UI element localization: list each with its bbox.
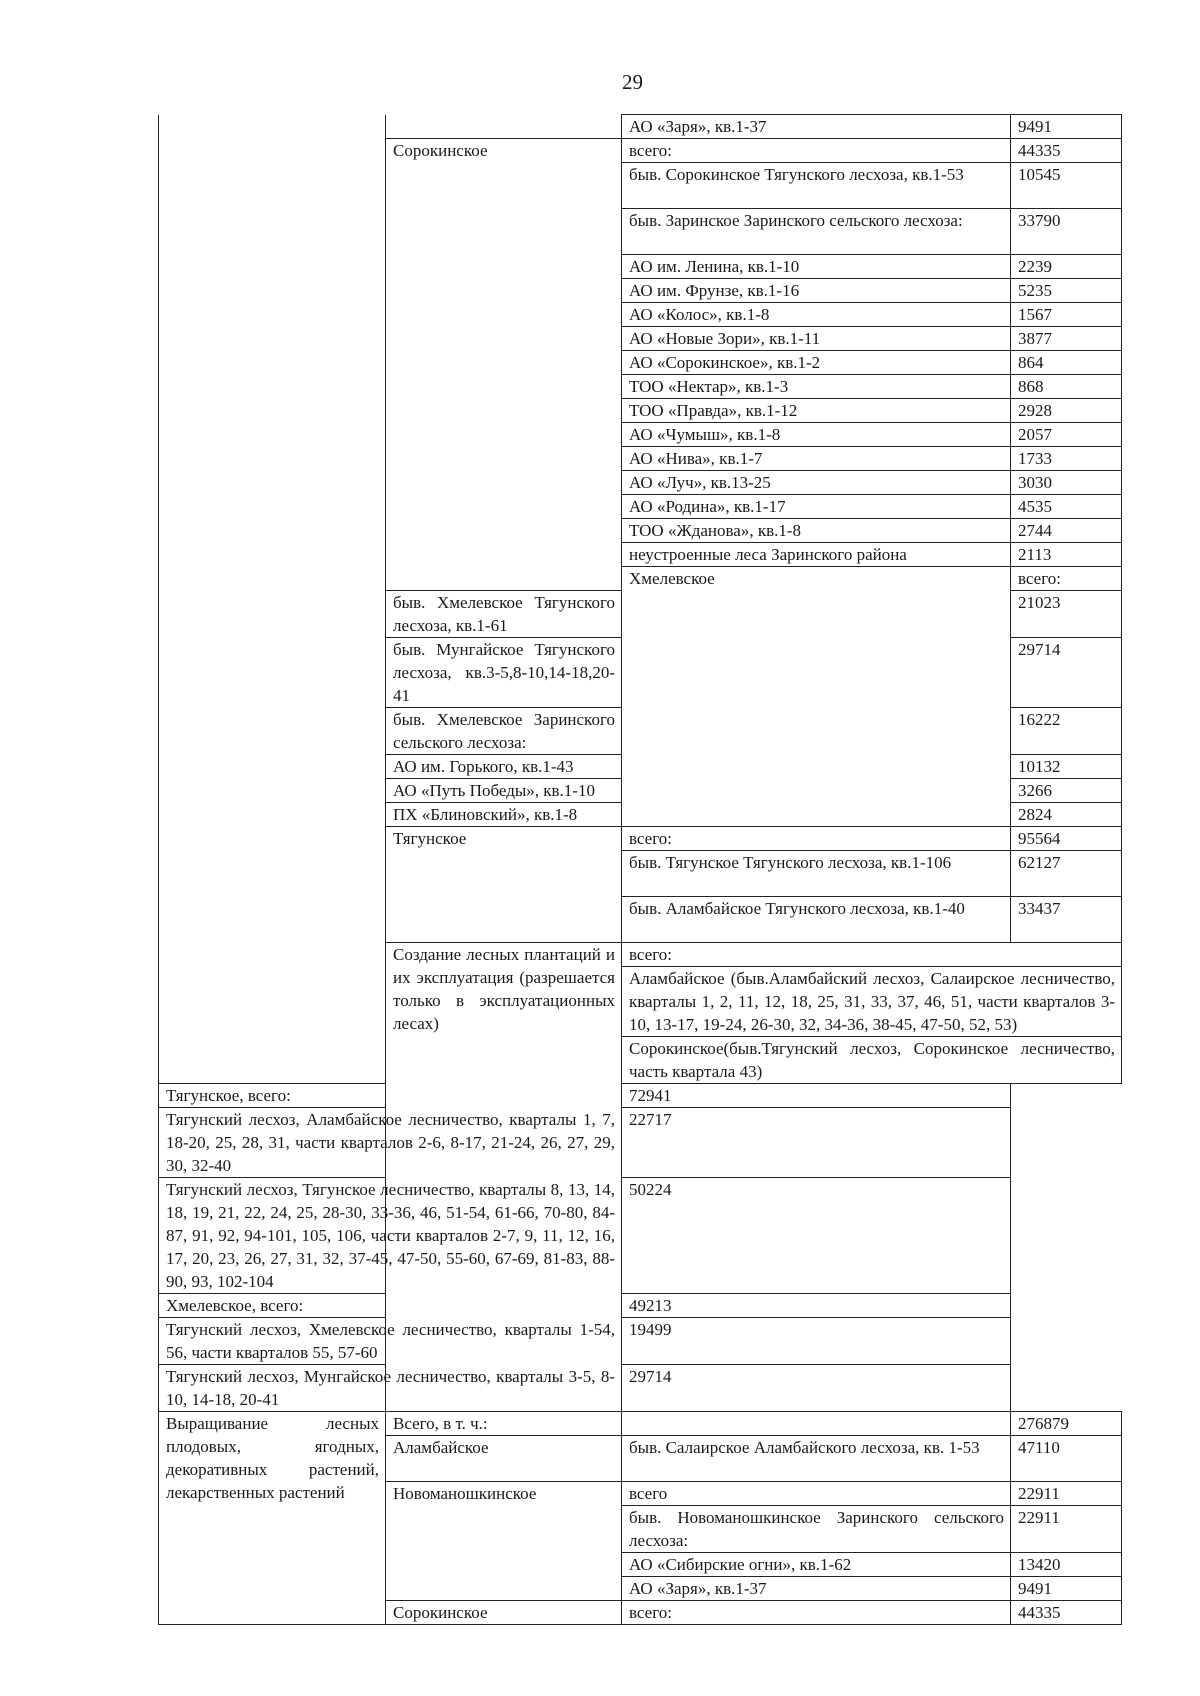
row-label: Хмелевское, всего: [159,1294,622,1318]
row-label: Сорокинское(быв.Тягунский лесхоз, Сорокинское лесничество, часть квартала 43) [622,1037,1122,1084]
row-label: Тягунский лесхоз, Хмелевское лесничество, кварталы 1-54, 56, части кварталов 55, 57-60 [159,1318,622,1365]
row-value: 44335 [1011,139,1122,163]
forest-use-table [158,114,1122,1625]
table-row [159,1318,1122,1365]
row-value: 10132 [1011,755,1122,779]
row-label: АО «Сибирские огни», кв.1-62 [622,1553,1011,1577]
row-value: 22911 [1011,1506,1122,1553]
subdivision-cell: Сорокинское [386,139,622,591]
row-label: Тягунский лесхоз, Тягунское лесничество, кварталы 8, 13, 14, 18, 19, 21, 22, 24, 25, 28-30, 33-36, 46, 51-54, 61-66, 70-80, 84-87, 91, 92, 94-101, 105, 106, части кварталов 2-7, 9, 11, 12, 16, 17, 20, 23, 26, 27, 31, 32, 37-45, 47-50, 55-60, 67-69, 81-83, 88-90, 93, 102-104 [159,1178,622,1294]
row-value: 3030 [1011,471,1122,495]
row-value: 22911 [1011,1482,1122,1506]
row-value: 9491 [1011,1577,1122,1601]
row-label: всего: [622,827,1011,851]
table-row [159,115,1122,139]
row-value: 49213 [622,1294,1011,1318]
row-label: АО «Заря», кв.1-37 [622,115,1011,139]
row-label: быв. Аламбайское Тягунского лесхоза, кв.1-40 [622,897,1011,943]
row-label: ТОО «Жданова», кв.1-8 [622,519,1011,543]
row-value: 62127 [1011,851,1122,897]
row-label: всего: [1011,567,1122,591]
row-label: АО «Сорокинское», кв.1-2 [622,351,1011,375]
row-value: 2928 [1011,399,1122,423]
subdivision-cell: Сорокинское [386,1601,622,1625]
row-label: Тягунский лесхоз, Аламбайское лесничество, кварталы 1, 7, 18-20, 25, 28, 31, части кварталов 2-6, 8-17, 21-24, 26, 27, 29, 30, 32-40 [159,1108,622,1178]
row-label: АО «Путь Победы», кв.1-10 [386,779,622,803]
row-label: АО им. Горького, кв.1-43 [386,755,622,779]
row-label [622,1412,1011,1436]
subdivision-cell: Всего, в т. ч.: [386,1412,622,1436]
table-row [159,1365,1122,1412]
purpose-cell: Выращивание лесных плодовых, ягодных, декоративных растений, лекарственных растений [159,1412,386,1625]
row-value: 864 [1011,351,1122,375]
row-value: 19499 [622,1318,1011,1365]
row-value: 47110 [1011,1436,1122,1482]
subdivision-cell: Тягунское [386,827,622,943]
row-label: быв. Мунгайское Тягунского лесхоза, кв.3-5,8-10,14-18,20-41 [386,638,622,708]
row-label: Тягунское, всего: [159,1084,622,1108]
row-label: АО «Чумыш», кв.1-8 [622,423,1011,447]
row-value: 2744 [1011,519,1122,543]
subdivision-cell: Хмелевское [622,567,1011,827]
row-value: 29714 [622,1365,1011,1412]
row-label: быв. Хмелевское Тягунского лесхоза, кв.1-61 [386,591,622,638]
row-value: 868 [1011,375,1122,399]
purpose-cell: Создание лесных плантаций и их эксплуатация (разрешается только в эксплуатационных лесах) [386,943,622,1412]
row-value: 50224 [622,1178,1011,1294]
row-label: ТОО «Правда», кв.1-12 [622,399,1011,423]
subdivision-cell: Аламбайское [386,1436,622,1482]
row-value: 4535 [1011,495,1122,519]
row-label: быв. Тягунское Тягунского лесхоза, кв.1-106 [622,851,1011,897]
row-value: 2057 [1011,423,1122,447]
row-label: ТОО «Нектар», кв.1-3 [622,375,1011,399]
row-value: 16222 [1011,708,1122,755]
table-row [159,1178,1122,1294]
row-label: АО «Новые Зори», кв.1-11 [622,327,1011,351]
row-value: 72941 [622,1084,1011,1108]
row-value: 95564 [1011,827,1122,851]
row-label: быв. Хмелевское Заринского сельского лесхоза: [386,708,622,755]
row-value: 29714 [1011,638,1122,708]
row-value: 1733 [1011,447,1122,471]
row-label: АО «Луч», кв.13-25 [622,471,1011,495]
row-label: быв. Салаирское Аламбайского лесхоза, кв. 1-53 [622,1436,1011,1482]
subdivision-cell: Новоманошкинское [386,1482,622,1601]
row-label: быв. Новоманошкинское Заринского сельского лесхоза: [622,1506,1011,1553]
row-label: быв. Сорокинское Тягунского лесхоза, кв.1-53 [622,163,1011,209]
row-value: 276879 [1011,1412,1122,1436]
row-value: 10545 [1011,163,1122,209]
row-label: быв. Заринское Заринского сельского лесхоза: [622,209,1011,255]
table-row [159,1108,1122,1178]
row-label: всего [622,1482,1011,1506]
table-row [159,1412,1122,1436]
row-value: 2113 [1011,543,1122,567]
row-value: 33437 [1011,897,1122,943]
row-label: всего: [622,1601,1011,1625]
row-value: 33790 [1011,209,1122,255]
row-label: АО им. Ленина, кв.1-10 [622,255,1011,279]
row-value: 22717 [622,1108,1011,1178]
row-value: 44335 [1011,1601,1122,1625]
row-label: всего: [622,139,1011,163]
row-label: АО «Колос», кв.1-8 [622,303,1011,327]
page-number: 29 [622,70,643,94]
row-label: АО «Родина», кв.1-17 [622,495,1011,519]
table-row [159,1084,1122,1108]
row-label: АО им. Фрунзе, кв.1-16 [622,279,1011,303]
row-label: Аламбайское (быв.Аламбайский лесхоз, Салаирское лесничество, кварталы 1, 2, 11, 12, 18, 25, 31, 33, 37, 46, 51, части кварталов 3-10, 13-17, 19-24, 26-30, 32, 34-36, 38-45, 47-50, 52, 53) [622,967,1122,1037]
row-value: 2239 [1011,255,1122,279]
row-value: 1567 [1011,303,1122,327]
purpose-cell [159,115,386,1084]
row-label: неустроенные леса Заринского района [622,543,1011,567]
row-value: 9491 [1011,115,1122,139]
row-value: 5235 [1011,279,1122,303]
row-value: 2824 [1011,803,1122,827]
row-value: 3266 [1011,779,1122,803]
row-value: 13420 [1011,1553,1122,1577]
subdivision-cell [386,115,622,139]
row-label: Тягунский лесхоз, Мунгайское лесничество, кварталы 3-5, 8-10, 14-18, 20-41 [159,1365,622,1412]
row-label: АО «Заря», кв.1-37 [622,1577,1011,1601]
table-row [159,1294,1122,1318]
row-value: 21023 [1011,591,1122,638]
row-label: всего: [622,943,1122,967]
row-label: ПХ «Блиновский», кв.1-8 [386,803,622,827]
row-label: АО «Нива», кв.1-7 [622,447,1011,471]
row-value: 3877 [1011,327,1122,351]
